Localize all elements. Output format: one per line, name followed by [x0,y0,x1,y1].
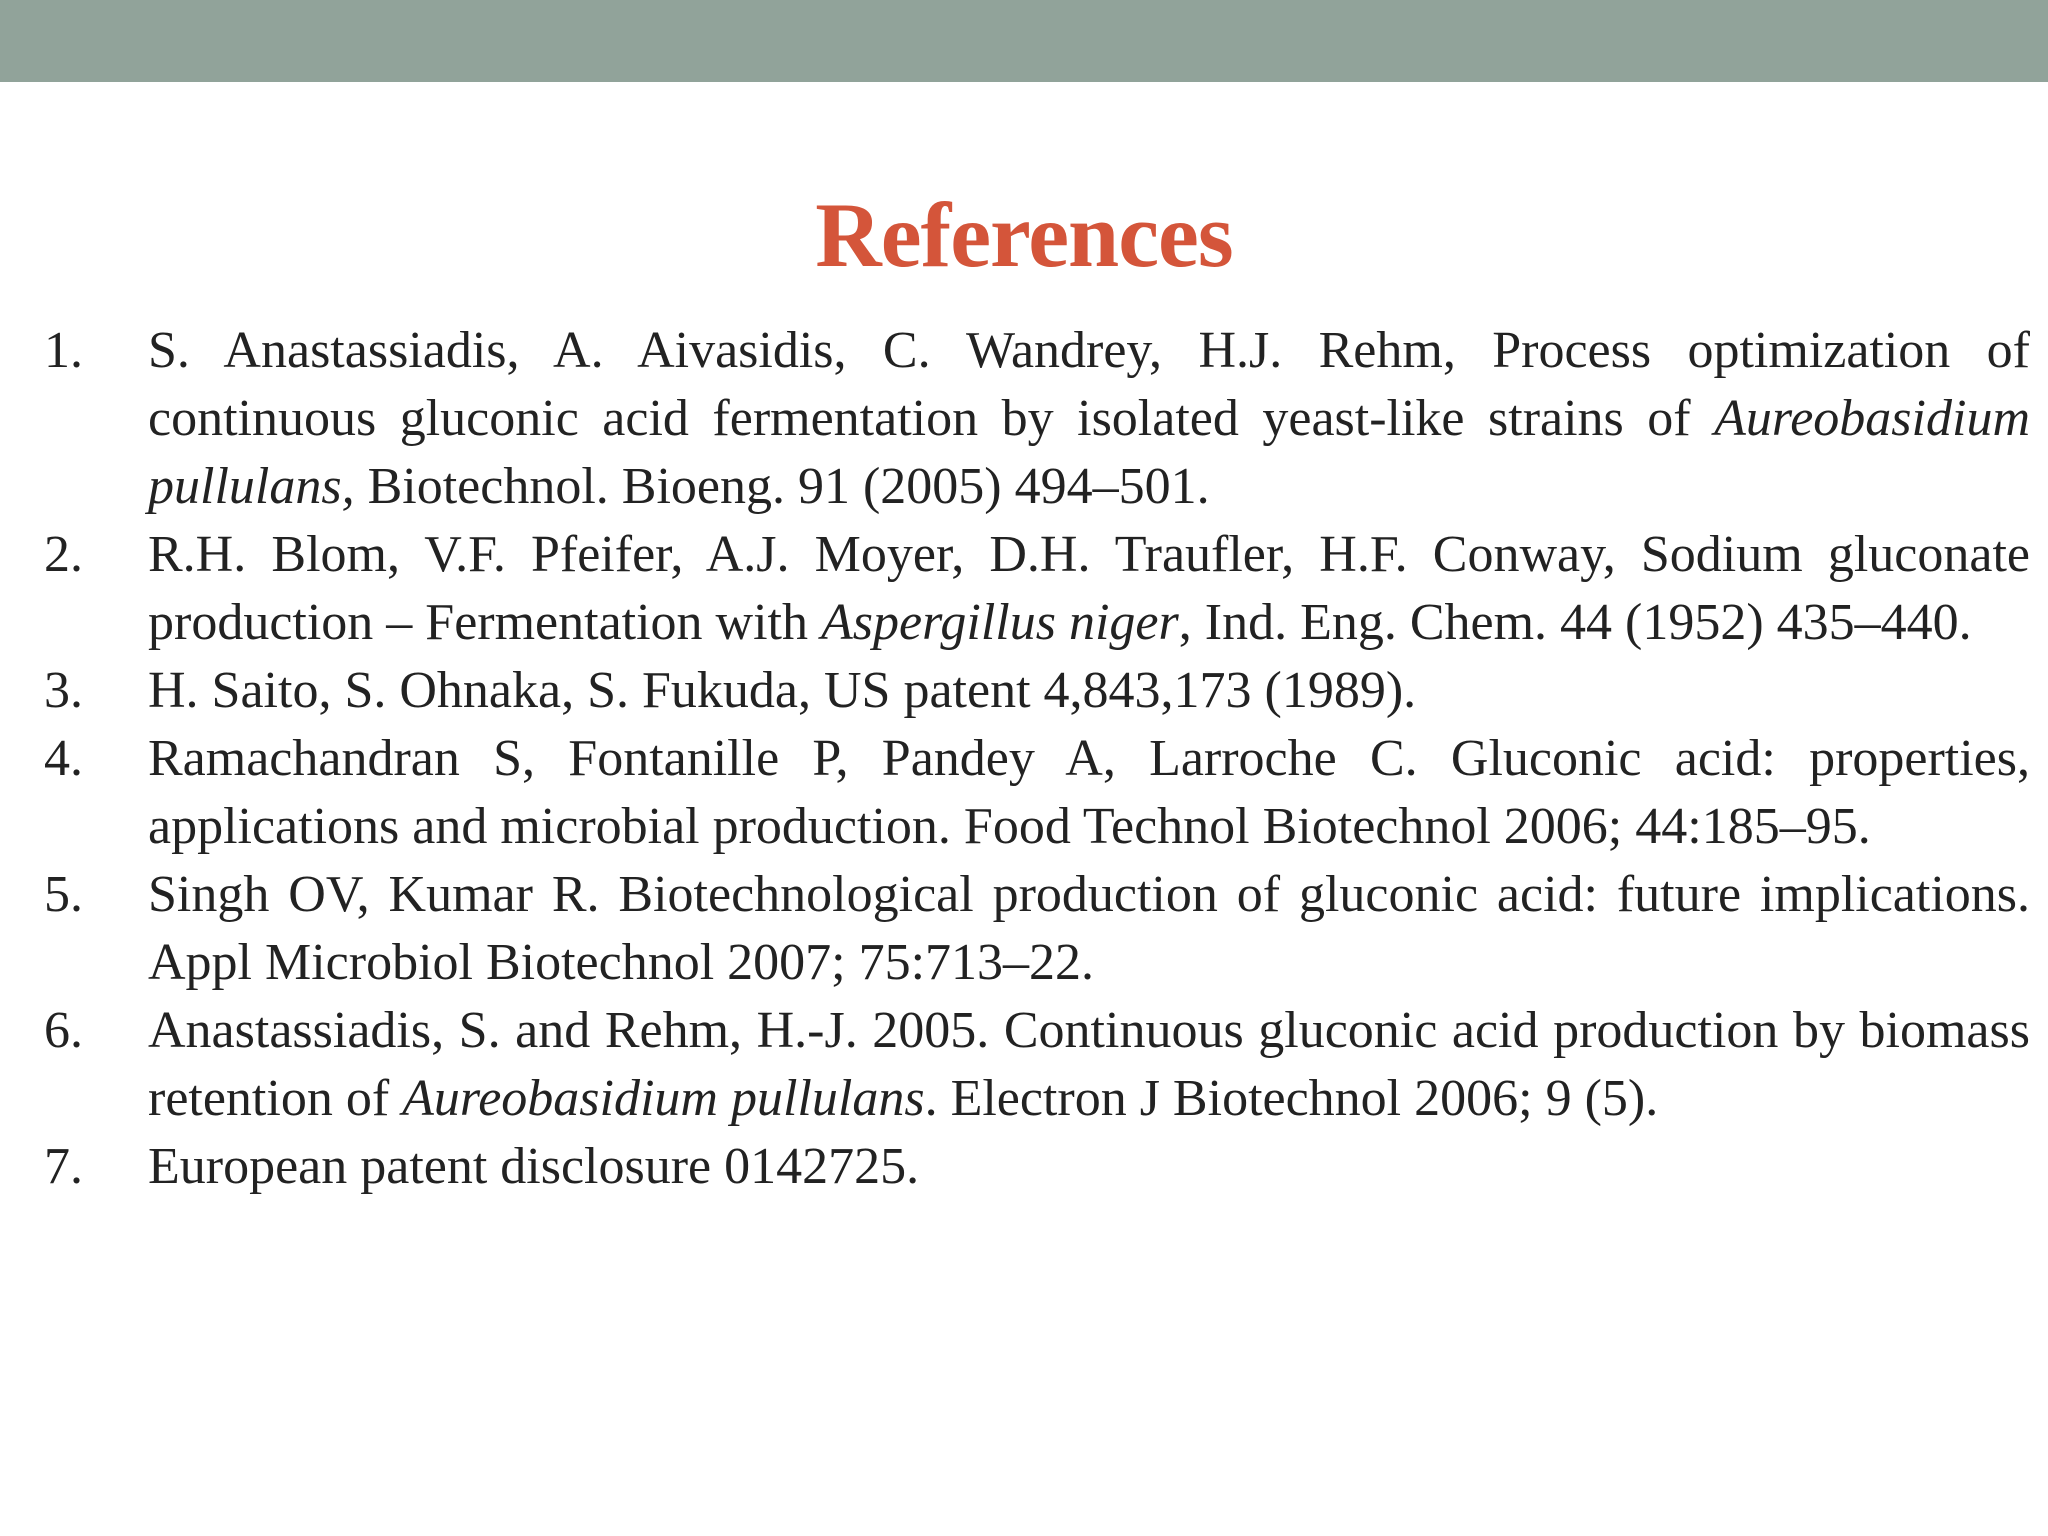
reference-text-segment: European patent disclosure 0142725. [148,1138,920,1195]
reference-text-segment: Ramachandran S, Fontanille P, Pandey A, Larroche C. Gluconic acid: properties, applications and microbial production. Food Technol Biotechnol 2006; 44:185–95. [148,730,2030,855]
reference-text-segment: H. Saito, S. Ohnaka, S. Fukuda, US patent 4,843,173 (1989). [148,662,1417,719]
reference-text-segment: Anastassiadis, S. and Rehm, H.-J. 2005. Continuous gluconic acid production by biomass retention of [148,1002,2030,1127]
reference-text-segment: S. Anastassiadis, A. Aivasidis, C. Wandrey, H.J. Rehm, Process optimization of continuous gluconic acid fermentation by isolated yeast-like strains of [148,322,2030,447]
reference-list [44,317,2030,1201]
reference-item [44,997,2030,1133]
reference-number: 3. [44,662,83,719]
page-title: References [815,184,1233,286]
reference-text [148,657,2030,725]
header-bar [0,0,2048,82]
reference-text-segment: Biotechnol. Bioeng. 91 (2005) 494–501. [354,458,1210,515]
reference-number: 1. [44,322,83,379]
reference-species-name: Aureobasidium pullulans [402,1070,925,1127]
reference-item [44,317,2030,521]
reference-item [44,725,2030,861]
reference-text [148,1133,2030,1201]
reference-species-name: Aureobasidium pullulans, [148,390,2030,515]
reference-item [44,521,2030,657]
reference-text-segment: , Ind. Eng. Chem. 44 (1952) 435–440. [1178,594,1972,651]
reference-number: 5. [44,866,83,923]
reference-item [44,657,2030,725]
reference-item [44,861,2030,997]
reference-number: 7. [44,1138,83,1195]
reference-text-segment: . Electron J Biotechnol 2006; 9 (5). [924,1070,1659,1127]
reference-number: 4. [44,730,83,787]
reference-text-segment: R.H. Blom, V.F. Pfeifer, A.J. Moyer, D.H. Traufler, H.F. Conway, Sodium gluconate production – Fermentation with [148,526,2030,651]
reference-text [148,861,2030,997]
reference-text [148,317,2030,521]
reference-text [148,725,2030,861]
reference-text [148,997,2030,1133]
reference-number: 6. [44,1002,83,1059]
reference-number: 2. [44,526,83,583]
reference-item [44,1133,2030,1201]
reference-text [148,521,2030,657]
reference-text-segment: Singh OV, Kumar R. Biotechnological production of gluconic acid: future implications. Appl Microbiol Biotechnol 2007; 75:713–22. [148,866,2030,991]
reference-species-name: Aspergillus niger [821,594,1179,651]
